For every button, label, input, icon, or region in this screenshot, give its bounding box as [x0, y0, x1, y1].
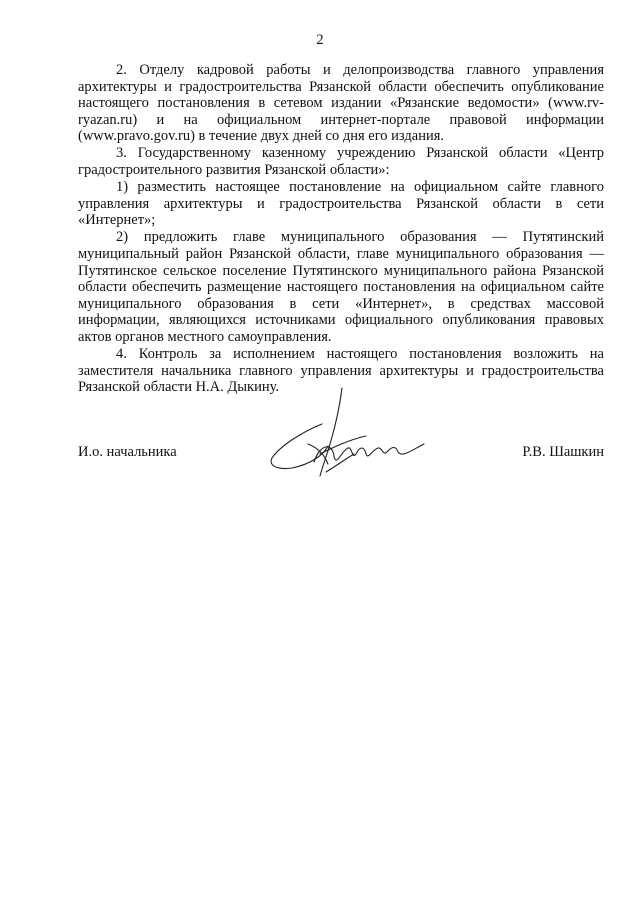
signatory-title: И.о. начальника — [78, 444, 177, 460]
paragraph-3-2: 2) предложить главе муниципального образования — Путятинский муниципальный район Рязанской области, главе муниципального образования — Путятинское сельское поселение Путятинского муниципального района Рязанской области обеспечить размещение настоящего постановления на официальном сайте муниципального образования в сети «Интернет», в средствах массовой информации, являющихся источниками официального опубликования правовых актов органов местного самоуправления. — [78, 229, 604, 345]
signatory-name: Р.В. Шашкин — [522, 444, 604, 460]
paragraph-4: 4. Контроль за исполнением настоящего постановления возложить на заместителя начальника главного управления архитектуры и градостроительства Рязанской области Н.А. Дыкину. — [78, 346, 604, 396]
paragraph-2: 2. Отделу кадровой работы и делопроизводства главного управления архитектуры и градостроительства Рязанской области обеспечить опубликование настоящего постановления в сетевом издании «Рязанские ведомости» (www.rv-ryazan.ru) и на официальном интернет-портале правовой информации (www.pravo.gov.ru) в течение двух дней со дня его издания. — [78, 62, 604, 145]
handwritten-signature — [262, 384, 442, 494]
paragraph-3: 3. Государственному казенному учреждению Рязанской области «Центр градостроительного развития Рязанской области»: — [78, 145, 604, 179]
paragraph-3-1: 1) разместить настоящее постановление на официальном сайте главного управления архитектуры и градостроительства Рязанской области в сети «Интернет»; — [78, 179, 604, 229]
document-body — [78, 62, 604, 396]
page-number: 2 — [316, 32, 324, 48]
